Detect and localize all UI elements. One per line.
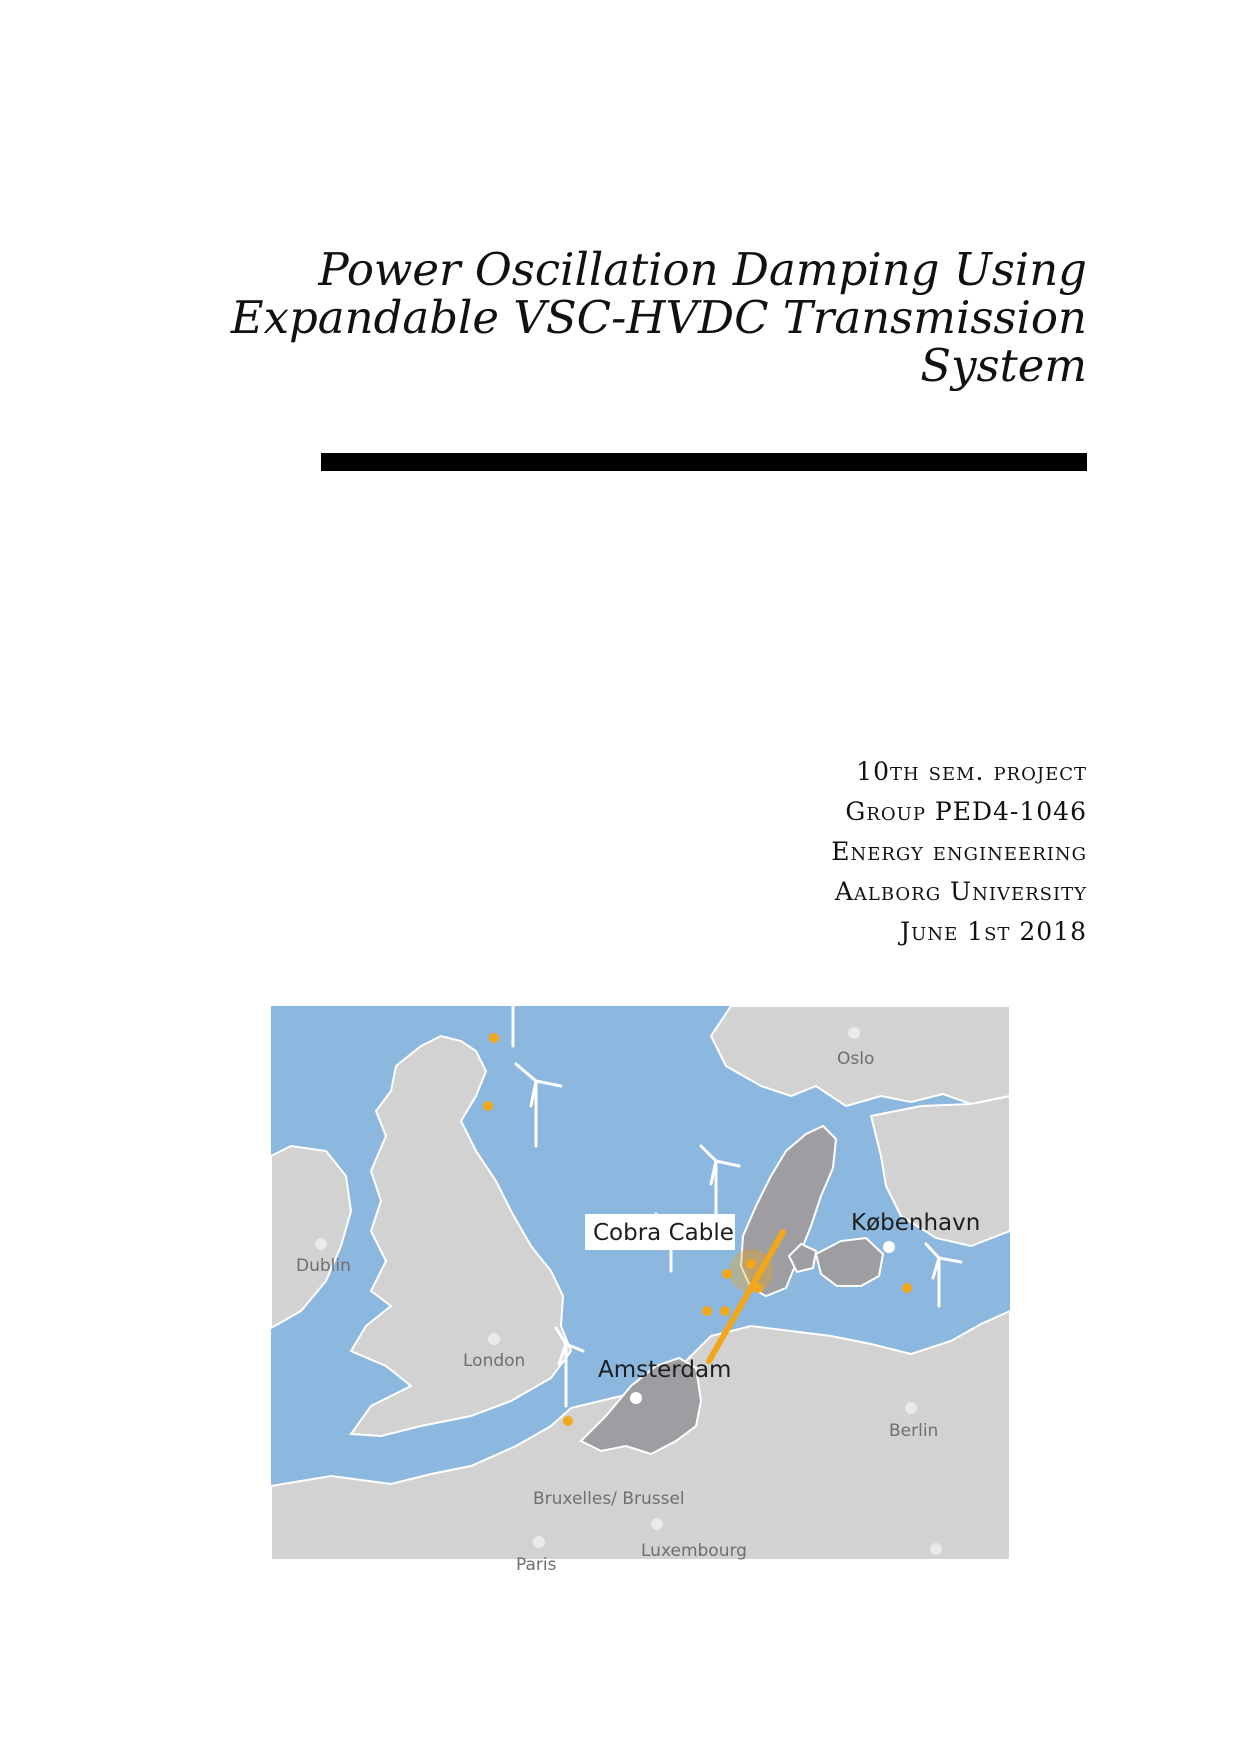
label-dublin: Dublin [296, 1256, 351, 1276]
department-line: Energy engineering [831, 837, 1087, 866]
title-line-2: Expandable VSC-HVDC Transmission [230, 291, 1087, 344]
label-cobra-cable: Cobra Cable [593, 1220, 734, 1246]
title-line-1: Power Oscillation Damping Using [318, 243, 1087, 296]
document-title [227, 243, 1087, 392]
semester-line: 10th sem. project [856, 757, 1087, 786]
label-oslo: Oslo [837, 1049, 875, 1069]
label-london: London [463, 1351, 526, 1371]
project-info [487, 752, 1087, 952]
university-line: Aalborg University [834, 877, 1087, 906]
label-amsterdam: Amsterdam [598, 1357, 732, 1383]
label-luxembourg: Luxembourg [641, 1541, 747, 1561]
label-kobenhavn: København [851, 1210, 981, 1236]
date-line: June 1st 2018 [900, 917, 1087, 946]
cobra-cable-map [271, 1006, 1010, 1575]
label-paris: Paris [516, 1555, 557, 1575]
map-graphic [271, 1006, 1010, 1575]
label-bruxelles: Bruxelles/ Brussel [533, 1489, 685, 1509]
title-line-3: System [920, 339, 1087, 392]
group-line: Group PED4-1046 [845, 797, 1087, 826]
label-berlin: Berlin [889, 1421, 939, 1441]
title-rule [321, 453, 1087, 471]
